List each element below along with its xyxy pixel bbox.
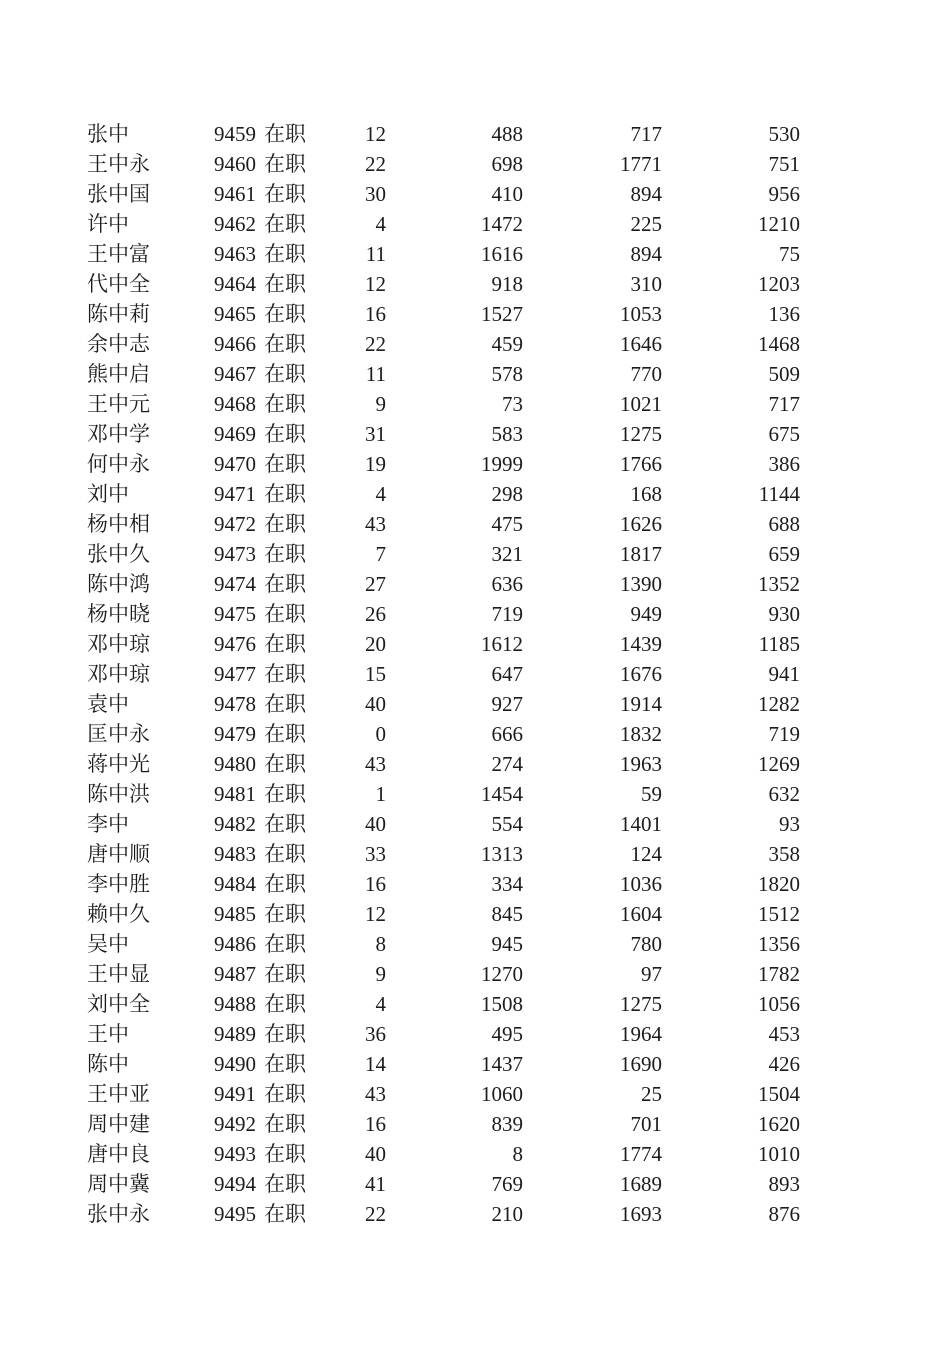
employment-status-cell: 在职 bbox=[264, 902, 306, 926]
employee-id-cell: 9488 bbox=[214, 992, 256, 1016]
value-col3-cell: 1771 bbox=[620, 152, 662, 176]
value-col1-cell: 4 bbox=[375, 992, 386, 1016]
employee-id-cell: 9476 bbox=[214, 632, 256, 656]
employment-status-cell: 在职 bbox=[264, 332, 306, 356]
value-col2-cell: 1437 bbox=[481, 1052, 523, 1076]
table-row bbox=[87, 809, 800, 839]
value-col2-cell: 1454 bbox=[481, 782, 523, 806]
table-row bbox=[87, 719, 800, 749]
value-col1-cell: 16 bbox=[365, 302, 386, 326]
table-row bbox=[87, 599, 800, 629]
value-col2-cell: 1999 bbox=[481, 452, 523, 476]
value-col4-cell: 688 bbox=[768, 512, 800, 536]
value-col1-cell: 40 bbox=[365, 1142, 386, 1166]
value-col2-cell: 927 bbox=[491, 692, 523, 716]
employee-name-cell: 杨中晓 bbox=[87, 602, 150, 626]
table-row bbox=[87, 1109, 800, 1139]
employee-id-cell: 9490 bbox=[214, 1052, 256, 1076]
employment-status-cell: 在职 bbox=[264, 692, 306, 716]
value-col1-cell: 43 bbox=[365, 752, 386, 776]
employee-name-cell: 匡中永 bbox=[87, 722, 150, 746]
value-col4-cell: 1356 bbox=[758, 932, 800, 956]
value-col3-cell: 894 bbox=[630, 182, 662, 206]
value-col4-cell: 1269 bbox=[758, 752, 800, 776]
value-col2-cell: 1270 bbox=[481, 962, 523, 986]
value-col4-cell: 632 bbox=[768, 782, 800, 806]
employment-status-cell: 在职 bbox=[264, 872, 306, 896]
employment-status-cell: 在职 bbox=[264, 392, 306, 416]
employment-status-cell: 在职 bbox=[264, 602, 306, 626]
value-col4-cell: 893 bbox=[768, 1172, 800, 1196]
employment-status-cell: 在职 bbox=[264, 302, 306, 326]
employee-name-cell: 周中冀 bbox=[87, 1172, 150, 1196]
employee-id-cell: 9478 bbox=[214, 692, 256, 716]
value-col3-cell: 1963 bbox=[620, 752, 662, 776]
employment-status-cell: 在职 bbox=[264, 1112, 306, 1136]
value-col3-cell: 770 bbox=[630, 362, 662, 386]
value-col1-cell: 14 bbox=[365, 1052, 386, 1076]
employee-id-cell: 9459 bbox=[214, 122, 256, 146]
value-col3-cell: 1690 bbox=[620, 1052, 662, 1076]
value-col1-cell: 19 bbox=[365, 452, 386, 476]
employee-name-cell: 张中久 bbox=[87, 542, 150, 566]
value-col2-cell: 845 bbox=[491, 902, 523, 926]
value-col2-cell: 1616 bbox=[481, 242, 523, 266]
value-col4-cell: 1056 bbox=[758, 992, 800, 1016]
value-col4-cell: 876 bbox=[768, 1202, 800, 1226]
table-row bbox=[87, 1139, 800, 1169]
employee-id-cell: 9487 bbox=[214, 962, 256, 986]
value-col1-cell: 1 bbox=[375, 782, 386, 806]
value-col3-cell: 1646 bbox=[620, 332, 662, 356]
value-col3-cell: 949 bbox=[630, 602, 662, 626]
value-col1-cell: 22 bbox=[365, 332, 386, 356]
value-col3-cell: 1817 bbox=[620, 542, 662, 566]
employee-id-cell: 9464 bbox=[214, 272, 256, 296]
employee-id-cell: 9495 bbox=[214, 1202, 256, 1226]
value-col4-cell: 75 bbox=[779, 242, 800, 266]
value-col3-cell: 59 bbox=[641, 782, 662, 806]
employee-name-cell: 张中永 bbox=[87, 1202, 150, 1226]
value-col4-cell: 1468 bbox=[758, 332, 800, 356]
value-col2-cell: 1472 bbox=[481, 212, 523, 236]
table-row bbox=[87, 479, 800, 509]
employee-name-cell: 许中 bbox=[87, 212, 129, 236]
value-col4-cell: 659 bbox=[768, 542, 800, 566]
value-col4-cell: 1352 bbox=[758, 572, 800, 596]
employee-id-cell: 9485 bbox=[214, 902, 256, 926]
employee-name-cell: 陈中洪 bbox=[87, 782, 150, 806]
employment-status-cell: 在职 bbox=[264, 992, 306, 1016]
employee-name-cell: 代中全 bbox=[87, 272, 150, 296]
value-col1-cell: 0 bbox=[375, 722, 386, 746]
value-col1-cell: 9 bbox=[375, 392, 386, 416]
value-col2-cell: 636 bbox=[491, 572, 523, 596]
employee-id-cell: 9494 bbox=[214, 1172, 256, 1196]
value-col3-cell: 1676 bbox=[620, 662, 662, 686]
table-row bbox=[87, 209, 800, 239]
value-col4-cell: 1203 bbox=[758, 272, 800, 296]
value-col3-cell: 780 bbox=[630, 932, 662, 956]
value-col2-cell: 1313 bbox=[481, 842, 523, 866]
value-col4-cell: 1782 bbox=[758, 962, 800, 986]
value-col4-cell: 93 bbox=[779, 812, 800, 836]
table-row bbox=[87, 539, 800, 569]
employment-status-cell: 在职 bbox=[264, 542, 306, 566]
value-col1-cell: 12 bbox=[365, 902, 386, 926]
value-col2-cell: 698 bbox=[491, 152, 523, 176]
value-col2-cell: 495 bbox=[491, 1022, 523, 1046]
value-col4-cell: 941 bbox=[768, 662, 800, 686]
value-col3-cell: 124 bbox=[630, 842, 662, 866]
employee-name-cell: 陈中鸿 bbox=[87, 572, 150, 596]
value-col2-cell: 945 bbox=[491, 932, 523, 956]
value-col4-cell: 1504 bbox=[758, 1082, 800, 1106]
value-col3-cell: 1766 bbox=[620, 452, 662, 476]
employee-id-cell: 9486 bbox=[214, 932, 256, 956]
employment-status-cell: 在职 bbox=[264, 752, 306, 776]
employee-name-cell: 余中志 bbox=[87, 332, 150, 356]
employment-status-cell: 在职 bbox=[264, 1202, 306, 1226]
employment-status-cell: 在职 bbox=[264, 1052, 306, 1076]
employee-name-cell: 张中国 bbox=[87, 182, 150, 206]
employee-name-cell: 邓中学 bbox=[87, 422, 150, 446]
table-row bbox=[87, 1019, 800, 1049]
value-col3-cell: 1964 bbox=[620, 1022, 662, 1046]
value-col1-cell: 26 bbox=[365, 602, 386, 626]
employment-status-cell: 在职 bbox=[264, 842, 306, 866]
table-row bbox=[87, 659, 800, 689]
employee-id-cell: 9465 bbox=[214, 302, 256, 326]
employee-id-cell: 9470 bbox=[214, 452, 256, 476]
value-col1-cell: 40 bbox=[365, 692, 386, 716]
value-col1-cell: 20 bbox=[365, 632, 386, 656]
table-row bbox=[87, 119, 800, 149]
value-col1-cell: 4 bbox=[375, 212, 386, 236]
employment-status-cell: 在职 bbox=[264, 1142, 306, 1166]
value-col4-cell: 675 bbox=[768, 422, 800, 446]
value-col2-cell: 298 bbox=[491, 482, 523, 506]
value-col2-cell: 1060 bbox=[481, 1082, 523, 1106]
value-col3-cell: 168 bbox=[630, 482, 662, 506]
employee-id-cell: 9467 bbox=[214, 362, 256, 386]
value-col3-cell: 1275 bbox=[620, 422, 662, 446]
table-row bbox=[87, 389, 800, 419]
value-col2-cell: 583 bbox=[491, 422, 523, 446]
employee-name-cell: 王中显 bbox=[87, 962, 150, 986]
employee-name-cell: 王中亚 bbox=[87, 1082, 150, 1106]
employment-status-cell: 在职 bbox=[264, 362, 306, 386]
value-col2-cell: 554 bbox=[491, 812, 523, 836]
value-col1-cell: 7 bbox=[375, 542, 386, 566]
employee-id-cell: 9463 bbox=[214, 242, 256, 266]
employment-status-cell: 在职 bbox=[264, 1172, 306, 1196]
employee-name-cell: 王中富 bbox=[87, 242, 150, 266]
value-col3-cell: 1693 bbox=[620, 1202, 662, 1226]
employee-id-cell: 9489 bbox=[214, 1022, 256, 1046]
value-col1-cell: 8 bbox=[375, 932, 386, 956]
employee-id-cell: 9468 bbox=[214, 392, 256, 416]
employee-name-cell: 刘中 bbox=[87, 482, 129, 506]
employee-id-cell: 9483 bbox=[214, 842, 256, 866]
employee-name-cell: 王中永 bbox=[87, 152, 150, 176]
value-col2-cell: 1527 bbox=[481, 302, 523, 326]
value-col2-cell: 578 bbox=[491, 362, 523, 386]
employment-status-cell: 在职 bbox=[264, 242, 306, 266]
value-col2-cell: 334 bbox=[491, 872, 523, 896]
value-col4-cell: 136 bbox=[768, 302, 800, 326]
value-col1-cell: 22 bbox=[365, 152, 386, 176]
table-row bbox=[87, 419, 800, 449]
table-row bbox=[87, 959, 800, 989]
value-col4-cell: 751 bbox=[768, 152, 800, 176]
employee-id-cell: 9466 bbox=[214, 332, 256, 356]
table-row bbox=[87, 689, 800, 719]
value-col4-cell: 719 bbox=[768, 722, 800, 746]
value-col1-cell: 4 bbox=[375, 482, 386, 506]
value-col4-cell: 509 bbox=[768, 362, 800, 386]
value-col2-cell: 274 bbox=[491, 752, 523, 776]
employee-id-cell: 9461 bbox=[214, 182, 256, 206]
value-col2-cell: 769 bbox=[491, 1172, 523, 1196]
value-col3-cell: 1914 bbox=[620, 692, 662, 716]
employee-id-cell: 9460 bbox=[214, 152, 256, 176]
value-col3-cell: 1439 bbox=[620, 632, 662, 656]
value-col1-cell: 9 bbox=[375, 962, 386, 986]
employee-name-cell: 唐中良 bbox=[87, 1142, 150, 1166]
employment-status-cell: 在职 bbox=[264, 122, 306, 146]
value-col3-cell: 701 bbox=[630, 1112, 662, 1136]
employee-id-cell: 9474 bbox=[214, 572, 256, 596]
employee-id-cell: 9480 bbox=[214, 752, 256, 776]
employee-name-cell: 袁中 bbox=[87, 692, 129, 716]
value-col3-cell: 1401 bbox=[620, 812, 662, 836]
employment-status-cell: 在职 bbox=[264, 1082, 306, 1106]
table-row bbox=[87, 839, 800, 869]
employment-status-cell: 在职 bbox=[264, 422, 306, 446]
value-col3-cell: 1390 bbox=[620, 572, 662, 596]
employment-status-cell: 在职 bbox=[264, 632, 306, 656]
employee-name-cell: 张中 bbox=[87, 122, 129, 146]
employment-status-cell: 在职 bbox=[264, 482, 306, 506]
value-col1-cell: 43 bbox=[365, 1082, 386, 1106]
value-col3-cell: 1604 bbox=[620, 902, 662, 926]
value-col1-cell: 12 bbox=[365, 272, 386, 296]
employee-name-cell: 刘中全 bbox=[87, 992, 150, 1016]
value-col3-cell: 225 bbox=[630, 212, 662, 236]
employee-name-cell: 邓中琼 bbox=[87, 632, 150, 656]
employment-status-cell: 在职 bbox=[264, 272, 306, 296]
employment-status-cell: 在职 bbox=[264, 662, 306, 686]
employee-id-cell: 9469 bbox=[214, 422, 256, 446]
value-col2-cell: 839 bbox=[491, 1112, 523, 1136]
value-col4-cell: 1210 bbox=[758, 212, 800, 236]
table-row bbox=[87, 329, 800, 359]
employee-name-cell: 王中 bbox=[87, 1022, 129, 1046]
value-col2-cell: 488 bbox=[491, 122, 523, 146]
value-col4-cell: 956 bbox=[768, 182, 800, 206]
value-col3-cell: 1774 bbox=[620, 1142, 662, 1166]
value-col1-cell: 41 bbox=[365, 1172, 386, 1196]
table-row bbox=[87, 989, 800, 1019]
value-col4-cell: 530 bbox=[768, 122, 800, 146]
employee-name-cell: 吴中 bbox=[87, 932, 129, 956]
employee-name-cell: 赖中久 bbox=[87, 902, 150, 926]
value-col3-cell: 1036 bbox=[620, 872, 662, 896]
value-col4-cell: 1620 bbox=[758, 1112, 800, 1136]
employment-status-cell: 在职 bbox=[264, 932, 306, 956]
employment-status-cell: 在职 bbox=[264, 152, 306, 176]
value-col3-cell: 1626 bbox=[620, 512, 662, 536]
value-col3-cell: 1689 bbox=[620, 1172, 662, 1196]
value-col3-cell: 894 bbox=[630, 242, 662, 266]
table-row bbox=[87, 569, 800, 599]
value-col1-cell: 11 bbox=[365, 362, 386, 386]
table-row bbox=[87, 629, 800, 659]
table-row bbox=[87, 149, 800, 179]
employee-name-cell: 唐中顺 bbox=[87, 842, 150, 866]
table-row bbox=[87, 899, 800, 929]
employee-name-cell: 周中建 bbox=[87, 1112, 150, 1136]
table-row bbox=[87, 1169, 800, 1199]
value-col4-cell: 453 bbox=[768, 1022, 800, 1046]
employee-name-cell: 何中永 bbox=[87, 452, 150, 476]
employment-status-cell: 在职 bbox=[264, 212, 306, 236]
table-row bbox=[87, 299, 800, 329]
employee-name-cell: 蒋中光 bbox=[87, 752, 150, 776]
value-col4-cell: 1820 bbox=[758, 872, 800, 896]
value-col3-cell: 1021 bbox=[620, 392, 662, 416]
value-col1-cell: 15 bbox=[365, 662, 386, 686]
employee-name-cell: 李中 bbox=[87, 812, 129, 836]
value-col4-cell: 1282 bbox=[758, 692, 800, 716]
value-col4-cell: 1144 bbox=[758, 482, 800, 506]
employment-status-cell: 在职 bbox=[264, 812, 306, 836]
value-col4-cell: 426 bbox=[768, 1052, 800, 1076]
value-col4-cell: 1010 bbox=[758, 1142, 800, 1166]
employee-id-cell: 9493 bbox=[214, 1142, 256, 1166]
table-row bbox=[87, 269, 800, 299]
value-col3-cell: 25 bbox=[641, 1082, 662, 1106]
value-col2-cell: 410 bbox=[491, 182, 523, 206]
employee-name-cell: 王中元 bbox=[87, 392, 150, 416]
employee-id-cell: 9484 bbox=[214, 872, 256, 896]
employment-status-cell: 在职 bbox=[264, 512, 306, 536]
value-col2-cell: 647 bbox=[491, 662, 523, 686]
table-row bbox=[87, 869, 800, 899]
value-col1-cell: 12 bbox=[365, 122, 386, 146]
value-col3-cell: 1053 bbox=[620, 302, 662, 326]
value-col2-cell: 918 bbox=[491, 272, 523, 296]
value-col1-cell: 27 bbox=[365, 572, 386, 596]
employment-status-cell: 在职 bbox=[264, 182, 306, 206]
employee-id-cell: 9472 bbox=[214, 512, 256, 536]
table-row bbox=[87, 1199, 800, 1229]
table-row bbox=[87, 779, 800, 809]
value-col4-cell: 1185 bbox=[758, 632, 800, 656]
value-col2-cell: 1508 bbox=[481, 992, 523, 1016]
employee-id-cell: 9481 bbox=[214, 782, 256, 806]
value-col4-cell: 386 bbox=[768, 452, 800, 476]
value-col1-cell: 16 bbox=[365, 872, 386, 896]
value-col1-cell: 40 bbox=[365, 812, 386, 836]
value-col2-cell: 666 bbox=[491, 722, 523, 746]
value-col1-cell: 33 bbox=[365, 842, 386, 866]
employment-status-cell: 在职 bbox=[264, 452, 306, 476]
value-col2-cell: 459 bbox=[491, 332, 523, 356]
table-row bbox=[87, 1079, 800, 1109]
value-col1-cell: 31 bbox=[365, 422, 386, 446]
employee-id-cell: 9471 bbox=[214, 482, 256, 506]
value-col1-cell: 11 bbox=[365, 242, 386, 266]
table-row bbox=[87, 509, 800, 539]
table-row bbox=[87, 929, 800, 959]
value-col1-cell: 16 bbox=[365, 1112, 386, 1136]
employment-status-cell: 在职 bbox=[264, 722, 306, 746]
employee-id-cell: 9462 bbox=[214, 212, 256, 236]
value-col3-cell: 310 bbox=[630, 272, 662, 296]
table-row bbox=[87, 449, 800, 479]
employment-status-cell: 在职 bbox=[264, 572, 306, 596]
value-col3-cell: 97 bbox=[641, 962, 662, 986]
value-col3-cell: 1275 bbox=[620, 992, 662, 1016]
value-col4-cell: 930 bbox=[768, 602, 800, 626]
table-row bbox=[87, 359, 800, 389]
employee-id-cell: 9479 bbox=[214, 722, 256, 746]
employee-id-cell: 9492 bbox=[214, 1112, 256, 1136]
employee-name-cell: 陈中莉 bbox=[87, 302, 150, 326]
employee-id-cell: 9491 bbox=[214, 1082, 256, 1106]
value-col4-cell: 717 bbox=[768, 392, 800, 416]
value-col1-cell: 22 bbox=[365, 1202, 386, 1226]
employment-status-cell: 在职 bbox=[264, 1022, 306, 1046]
value-col2-cell: 8 bbox=[512, 1142, 523, 1166]
employee-name-cell: 杨中相 bbox=[87, 512, 150, 536]
employee-name-cell: 陈中 bbox=[87, 1052, 129, 1076]
value-col2-cell: 321 bbox=[491, 542, 523, 566]
value-col2-cell: 719 bbox=[491, 602, 523, 626]
value-col2-cell: 475 bbox=[491, 512, 523, 536]
employee-id-cell: 9475 bbox=[214, 602, 256, 626]
employment-status-cell: 在职 bbox=[264, 962, 306, 986]
value-col1-cell: 36 bbox=[365, 1022, 386, 1046]
value-col3-cell: 717 bbox=[630, 122, 662, 146]
value-col3-cell: 1832 bbox=[620, 722, 662, 746]
value-col1-cell: 43 bbox=[365, 512, 386, 536]
employee-id-cell: 9473 bbox=[214, 542, 256, 566]
table-row bbox=[87, 239, 800, 269]
value-col2-cell: 1612 bbox=[481, 632, 523, 656]
employee-table bbox=[87, 119, 800, 1229]
employee-id-cell: 9482 bbox=[214, 812, 256, 836]
employee-name-cell: 熊中启 bbox=[87, 362, 150, 386]
value-col4-cell: 1512 bbox=[758, 902, 800, 926]
employee-name-cell: 邓中琼 bbox=[87, 662, 150, 686]
value-col2-cell: 73 bbox=[502, 392, 523, 416]
employee-name-cell: 李中胜 bbox=[87, 872, 150, 896]
table-row bbox=[87, 749, 800, 779]
employee-id-cell: 9477 bbox=[214, 662, 256, 686]
value-col1-cell: 30 bbox=[365, 182, 386, 206]
employment-status-cell: 在职 bbox=[264, 782, 306, 806]
table-row bbox=[87, 179, 800, 209]
value-col2-cell: 210 bbox=[491, 1202, 523, 1226]
table-row bbox=[87, 1049, 800, 1079]
value-col4-cell: 358 bbox=[768, 842, 800, 866]
